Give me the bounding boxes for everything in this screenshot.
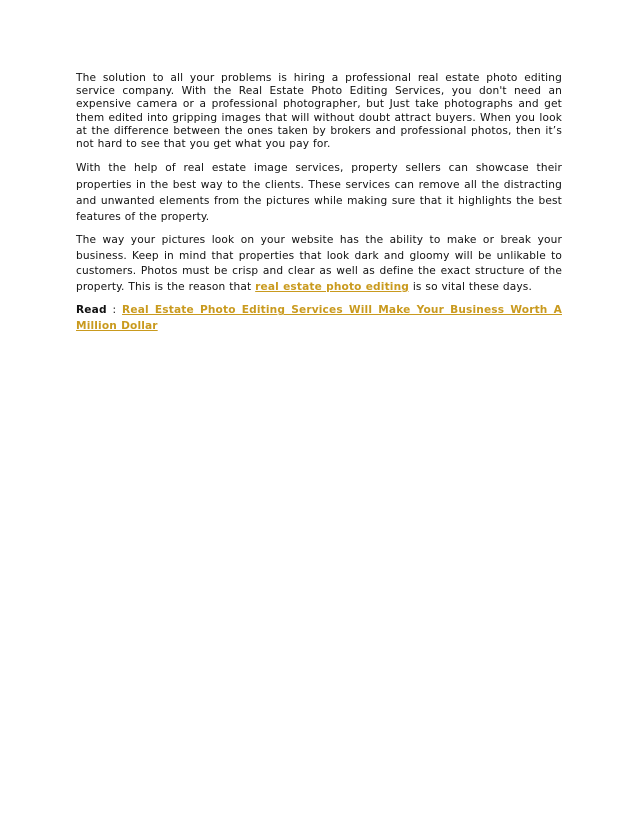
- real-estate-photo-editing-link[interactable]: real estate photo editing: [255, 280, 409, 293]
- paragraph-3: [76, 233, 562, 295]
- document-page: [76, 72, 562, 341]
- read-label: Read: [76, 304, 107, 317]
- read-separator: :: [106, 304, 123, 317]
- paragraph-2: With the help of real estate image services, property sellers can showcase their properties in the best way to the clients. These services can remove all the distracting and unwanted elements from the pictures while making sure that it highlights the best features of the property.: [76, 162, 562, 224]
- read-more-article-link[interactable]: Real Estate Photo Editing Services Will Make Your Business Worth A Million Dollar: [76, 304, 562, 332]
- paragraph-1: The solution to all your problems is hiring a professional real estate photo editing service company. With the Real Estate Photo Editing Services, you don't need an expensive camera or a professional photographer, but Just take photographs and get them edited into gripping images that will without doubt attract buyers. When you look at the difference between the ones taken by brokers and professional photos, then it’s not hard to see that you get what you pay for.: [76, 72, 562, 151]
- paragraph-3-text-before: The way your pictures look on your website has the ability to make or break your business. Keep in mind that properties that look dark and gloomy will be unlikable to customers. Photos must be crisp and clear as well as define the exact structure of the property. This is the reason that: [76, 234, 562, 293]
- read-more-line: [76, 303, 562, 334]
- paragraph-3-text-after: is so vital these days.: [409, 280, 532, 293]
